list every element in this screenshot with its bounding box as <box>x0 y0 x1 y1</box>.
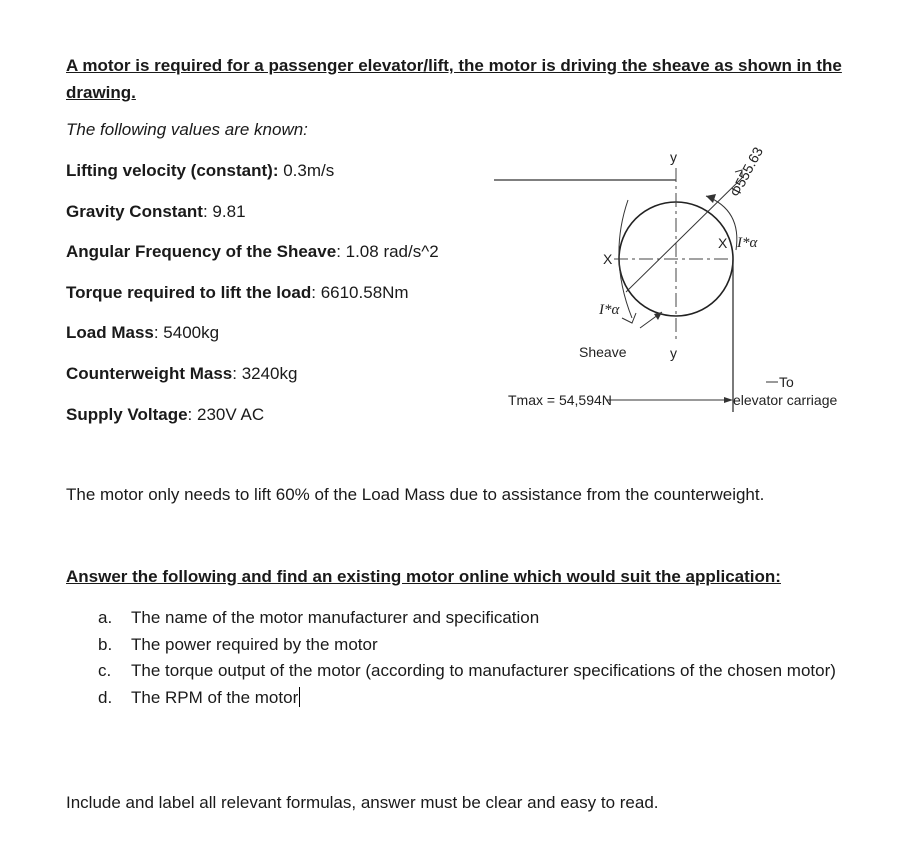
question-heading: Answer the following and find an existing motor online which would suit the application: <box>66 567 781 586</box>
known-value: : 5400kg <box>153 323 220 342</box>
y-label-bottom: y <box>670 345 677 361</box>
list-item[interactable] <box>98 685 858 712</box>
to-label: To <box>779 374 794 390</box>
tmax-arrow <box>724 397 733 403</box>
question-text: The power required by the motor <box>131 634 378 654</box>
counterweight-note: The motor only needs to lift 60% of the Load Mass due to assistance from the counterweight. <box>66 485 765 504</box>
text-cursor <box>299 687 300 707</box>
sheave-label: Sheave <box>579 344 627 360</box>
rotation-arrow <box>654 312 662 320</box>
diameter-label: Φ555.63 <box>726 144 767 200</box>
known-value: : 230V AC <box>187 405 265 424</box>
document-title: A motor is required for a passenger elevator/lift, the motor is driving the sheave as shown in the drawing. <box>66 56 842 102</box>
known-label: Supply Voltage <box>66 405 188 424</box>
known-label: Load Mass <box>66 323 154 342</box>
known-value: : 3240kg <box>232 364 298 383</box>
list-item <box>98 658 858 685</box>
question-text <box>131 685 300 712</box>
known-label: Counterweight Mass <box>66 364 233 383</box>
list-item <box>98 605 858 632</box>
known-label: Angular Frequency of the Sheave <box>66 242 337 261</box>
known-label: Lifting velocity (constant): <box>66 161 279 180</box>
footer-instruction: Include and label all relevant formulas, answer must be clear and easy to read. <box>66 793 659 812</box>
y-label-top: y <box>670 149 677 165</box>
question-letter: a. <box>98 608 113 627</box>
carriage-label: elevator carriage <box>733 392 838 408</box>
tmax-label: Tmax = 54,594N <box>508 392 612 408</box>
moment-label-right: I*α <box>737 235 758 251</box>
question-text: The torque output of the motor (according to manufacturer specifications of the chosen motor) <box>131 661 836 680</box>
known-value: 0.3m/s <box>278 161 335 180</box>
known-label: Gravity Constant <box>66 202 203 221</box>
x-label-left: X <box>603 251 613 267</box>
known-label: Torque required to lift the load <box>66 283 312 302</box>
moment-bracket-left <box>622 313 636 323</box>
known-value: : 9.81 <box>202 202 246 221</box>
known-value: : 1.08 rad/s^2 <box>336 242 439 261</box>
moment-arrow-right <box>706 194 716 203</box>
intro-text: The following values are known: <box>66 120 308 139</box>
question-letter: c. <box>98 661 112 680</box>
question-text-content: The RPM of the motor <box>131 687 299 707</box>
x-label-right: X <box>718 235 728 251</box>
question-letter: b. <box>98 634 113 654</box>
moment-label-left: I*α <box>599 302 620 318</box>
question-letter: d. <box>98 687 113 707</box>
known-value: : 6610.58Nm <box>311 283 409 302</box>
question-text: The name of the motor manufacturer and specification <box>131 608 540 627</box>
list-item <box>98 632 858 659</box>
question-list <box>98 605 858 711</box>
